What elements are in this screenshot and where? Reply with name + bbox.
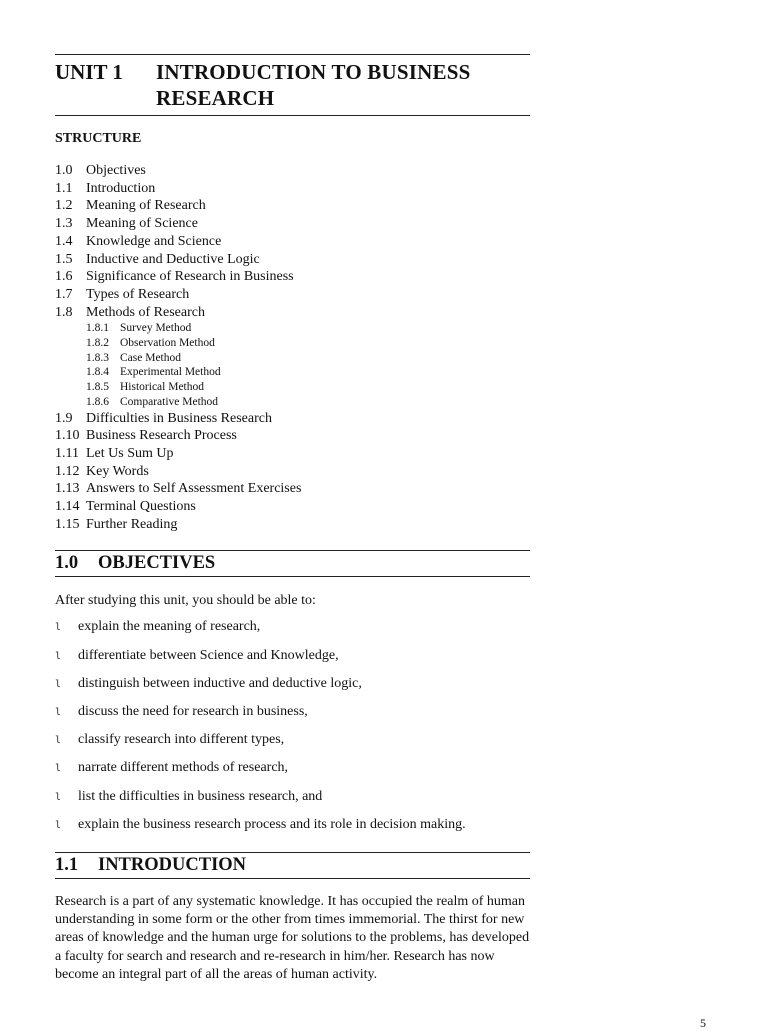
toc-number: 1.13 <box>55 481 80 497</box>
toc-title: Key Words <box>86 463 149 479</box>
toc-item <box>55 286 530 304</box>
toc-title: Introduction <box>86 180 156 196</box>
toc-number: 1.8.3 <box>86 351 109 364</box>
objective-item <box>55 816 530 835</box>
bullet-icon: l <box>55 763 62 775</box>
toc-item <box>55 410 530 428</box>
objectives-heading <box>55 551 530 576</box>
toc-number: 1.6 <box>55 269 73 285</box>
objective-item <box>55 788 530 807</box>
toc-item <box>55 268 530 286</box>
toc-number: 1.0 <box>55 163 73 178</box>
bullet-icon: l <box>55 678 62 690</box>
toc-title: Survey Method <box>120 322 192 335</box>
toc-title: Historical Method <box>120 381 204 394</box>
toc-number: 1.2 <box>55 198 73 214</box>
toc-item <box>55 233 530 251</box>
toc-item <box>55 197 530 215</box>
bullet-icon: l <box>55 791 62 803</box>
objective-text: list the difficulties in business research, and <box>78 788 323 804</box>
section-title: INTRODUCTION <box>98 854 247 875</box>
toc-item <box>55 498 530 516</box>
toc-subitem <box>55 395 530 410</box>
toc-title: Case Method <box>120 351 182 364</box>
table-of-contents <box>55 162 530 533</box>
toc-item <box>55 445 530 463</box>
unit-header-rule <box>55 115 530 116</box>
bullet-icon: l <box>55 622 62 634</box>
toc-item <box>55 162 530 180</box>
objective-text: classify research into different types, <box>78 732 285 748</box>
toc-subitem <box>55 365 530 380</box>
toc-item <box>55 180 530 198</box>
toc-item <box>55 251 530 269</box>
toc-number: 1.9 <box>55 410 73 426</box>
objective-text: explain the meaning of research, <box>78 619 261 635</box>
bullet-icon: l <box>55 650 62 662</box>
toc-title: Observation Method <box>120 337 215 350</box>
toc-number: 1.5 <box>55 251 73 267</box>
toc-number: 1.15 <box>55 516 80 532</box>
toc-title: Answers to Self Assessment Exercises <box>86 481 302 497</box>
introduction-heading <box>55 853 530 878</box>
toc-number: 1.3 <box>55 216 73 232</box>
toc-title: Further Reading <box>86 516 178 532</box>
structure-label: STRUCTURE <box>55 131 142 146</box>
objective-item <box>55 675 530 694</box>
toc-title: Knowledge and Science <box>86 233 222 249</box>
toc-number: 1.10 <box>55 428 80 444</box>
toc-title: Terminal Questions <box>86 499 196 515</box>
objective-item <box>55 731 530 750</box>
toc-title: Business Research Process <box>86 428 237 444</box>
toc-number: 1.8.4 <box>86 366 109 379</box>
toc-title: Methods of Research <box>86 304 205 320</box>
toc-title: Difficulties in Business Research <box>86 410 272 426</box>
page-number: 5 <box>700 1016 706 1030</box>
toc-subitem <box>55 380 530 395</box>
toc-title: Comparative Method <box>120 395 219 408</box>
toc-item <box>55 463 530 481</box>
section-number: 1.1 <box>55 854 79 875</box>
toc-item <box>55 215 530 233</box>
objective-item <box>55 618 530 637</box>
toc-number: 1.12 <box>55 463 80 479</box>
objective-text: narrate different methods of research, <box>78 760 289 776</box>
objective-text: explain the business research process and its role in decision making. <box>78 816 466 832</box>
toc-item <box>55 480 530 498</box>
objectives-intro: After studying this unit, you should be able to: <box>55 593 316 609</box>
introduction-paragraph: Research is a part of any systematic knowledge. It has occupied the realm of human understanding in some form or the other from times immemorial. The thirst for new areas of knowledge and the human urge for solutions to the problems, has developed a faculty for search and research and re-research in him/her. Research has now become an integral part of all the areas of human activity. <box>55 893 530 982</box>
toc-number: 1.8.5 <box>86 381 109 394</box>
toc-subitem <box>55 351 530 366</box>
toc-number: 1.8.2 <box>86 337 109 350</box>
toc-subitem <box>55 321 530 336</box>
toc-item <box>55 304 530 322</box>
toc-title: Meaning of Research <box>86 198 206 214</box>
objective-item <box>55 647 530 666</box>
bullet-icon: l <box>55 707 62 719</box>
toc-title: Experimental Method <box>120 366 221 379</box>
bullet-icon: l <box>55 819 62 831</box>
toc-subitem <box>55 336 530 351</box>
toc-title: Types of Research <box>86 286 190 302</box>
toc-item <box>55 516 530 534</box>
unit-title: INTRODUCTION TO BUSINESS RESEARCH <box>156 60 471 110</box>
toc-number: 1.8.6 <box>86 395 109 408</box>
toc-number: 1.8 <box>55 304 73 320</box>
section-number: 1.0 <box>55 553 79 574</box>
objectives-list <box>55 618 530 834</box>
toc-number: 1.1 <box>55 180 73 196</box>
toc-title: Let Us Sum Up <box>86 445 174 461</box>
objective-item <box>55 759 530 778</box>
unit-header <box>55 55 530 115</box>
unit-number: UNIT 1 <box>55 60 123 84</box>
toc-title: Inductive and Deductive Logic <box>86 251 260 267</box>
toc-title: Meaning of Science <box>86 216 198 232</box>
objective-item <box>55 703 530 722</box>
toc-number: 1.7 <box>55 286 73 302</box>
toc-item <box>55 427 530 445</box>
toc-number: 1.4 <box>55 233 73 249</box>
bullet-icon: l <box>55 735 62 747</box>
toc-number: 1.14 <box>55 499 80 515</box>
toc-title: Objectives <box>86 163 146 178</box>
introduction-bottom-rule <box>55 878 530 879</box>
objective-text: discuss the need for research in business, <box>78 704 308 720</box>
document-page <box>55 54 530 984</box>
objective-text: differentiate between Science and Knowledge, <box>78 647 339 663</box>
section-title: OBJECTIVES <box>98 553 216 574</box>
objectives-bottom-rule <box>55 576 530 577</box>
objective-text: distinguish between inductive and deductive logic, <box>78 675 362 691</box>
toc-title: Significance of Research in Business <box>86 269 294 285</box>
toc-number: 1.11 <box>55 445 79 461</box>
toc-number: 1.8.1 <box>86 322 109 335</box>
